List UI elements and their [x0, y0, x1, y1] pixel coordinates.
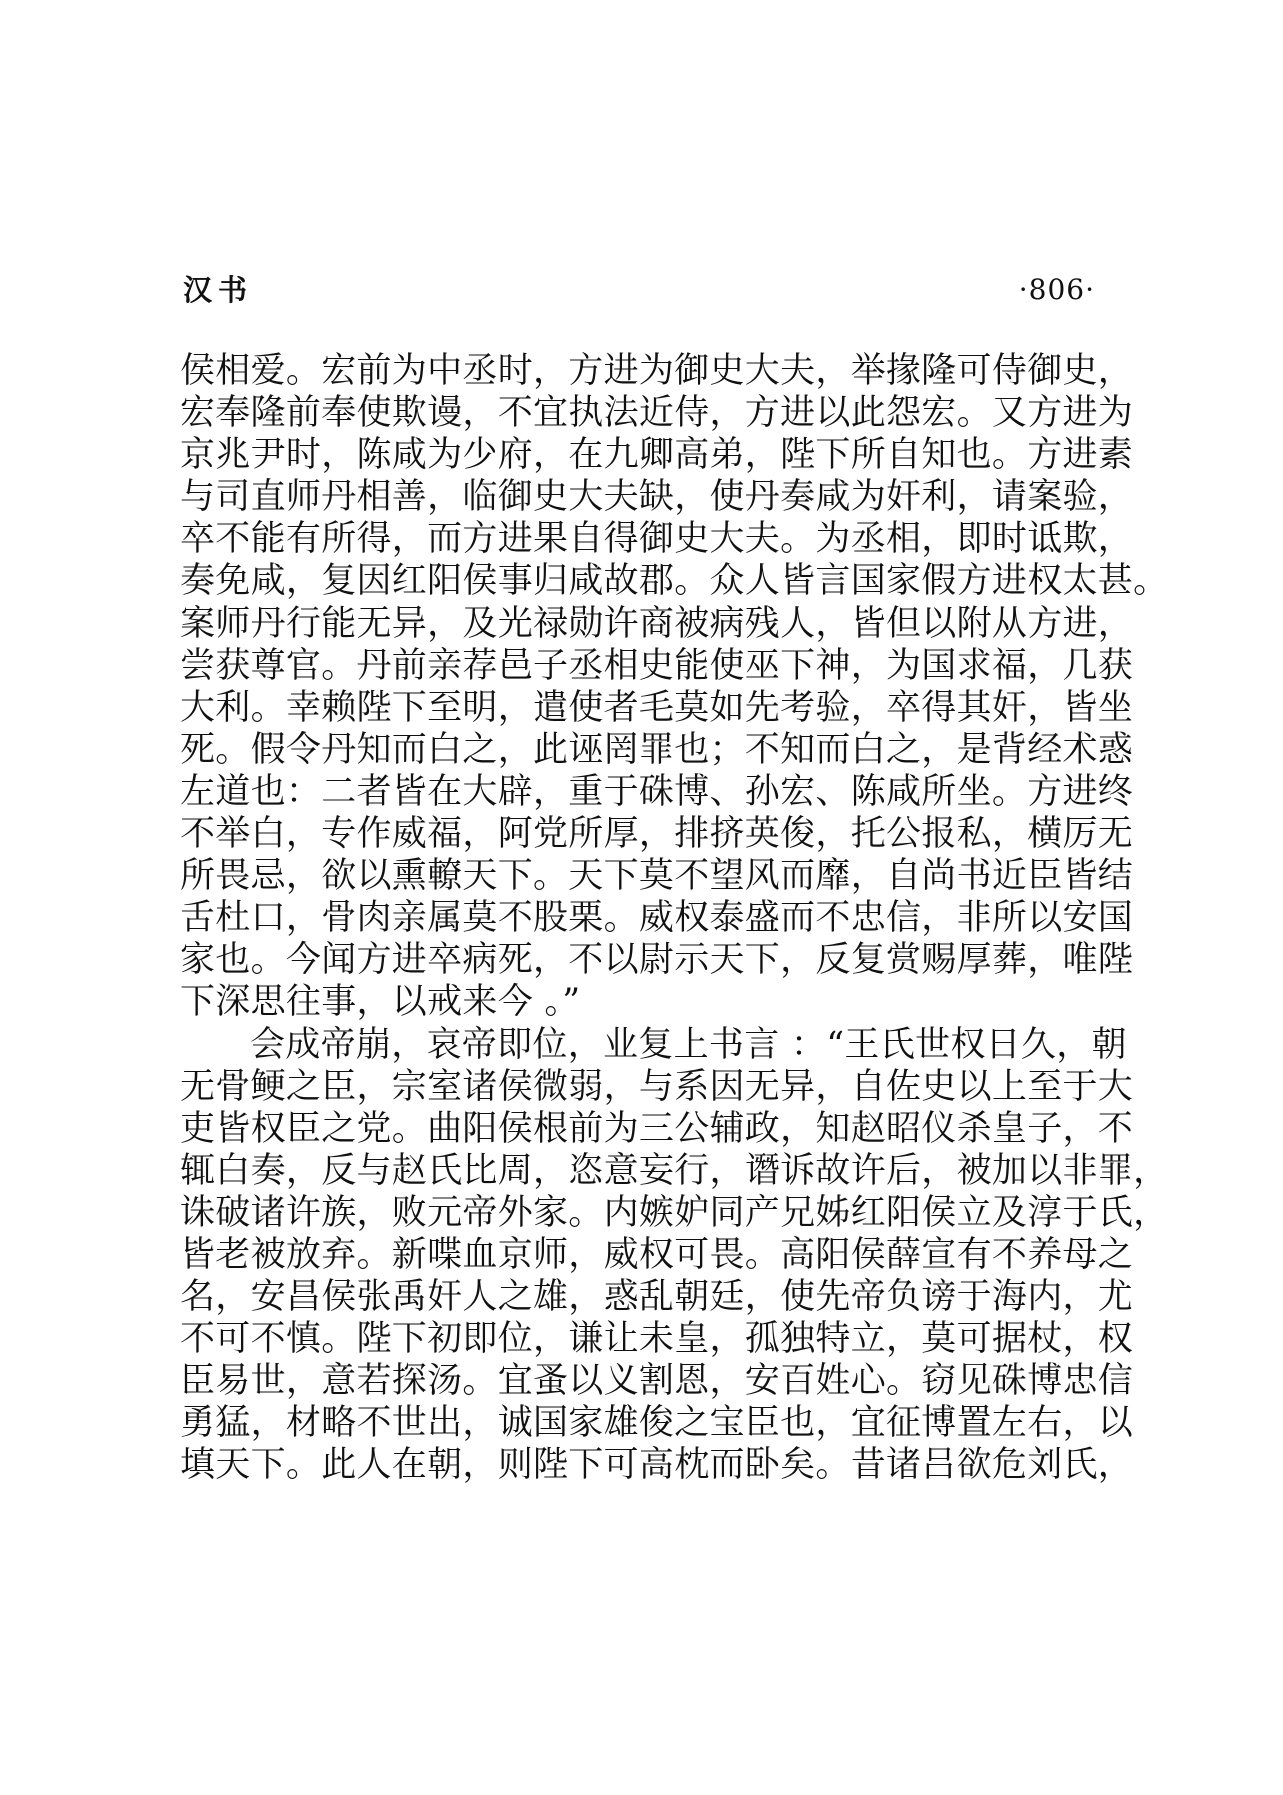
page-number: ·806· [1018, 273, 1095, 306]
text-line: 所畏忌，欲以熏轑天下。天下莫不望风而靡，自尚书近臣皆结 [180, 856, 1134, 897]
paragraph-start-line: 会成帝崩，哀帝即位，业复上书言 ：“王氏世权日久，朝 [250, 1024, 1127, 1065]
text-line: 舌杜口，骨肉亲属莫不股栗。威权泰盛而不忠信，非所以安国 [180, 898, 1134, 939]
body-text [180, 350, 1169, 1487]
text-line: 吏皆权臣之党。曲阳侯根前为三公辅政，知赵昭仪杀皇子，不 [180, 1108, 1134, 1149]
text-line: 不举白，专作威福，阿党所厚，排挤英俊，托公报私，横厉无 [180, 814, 1134, 855]
text-line: 左道也：二者皆在大辟，重于硃博、孙宏、陈咸所坐。方进终 [180, 771, 1134, 812]
text-line: 大利。幸赖陛下至明，遣使者毛莫如先考验，卒得其奸，皆坐 [180, 687, 1134, 728]
text-line: 奏免咸，复因红阳侯事归咸故郡。众人皆言国家假方进权太甚。 [180, 561, 1169, 602]
text-line: 京兆尹时，陈咸为少府，在九卿高弟，陛下所自知也。方进素 [180, 435, 1134, 476]
text-line: 与司直师丹相善，临御史大夫缺，使丹奏咸为奸利，请案验， [180, 477, 1134, 518]
text-line: 皆老被放弃。新喋血京师，威权可畏。高阳侯薛宣有不养母之 [180, 1234, 1134, 1275]
text-line: 诛破诸许族，败元帝外家。内嫉妒同产兄姊红阳侯立及淳于氏， [180, 1192, 1169, 1233]
text-line: 尝获尊官。丹前亲荐邑子丞相史能使巫下神，为国求福，几获 [180, 645, 1134, 686]
text-line: 宏奉隆前奉使欺谩，不宜执法近侍，方进以此怨宏。又方进为 [180, 393, 1134, 434]
book-title: 汉书 [183, 273, 254, 307]
text-line: 无骨鲠之臣，宗室诸侯微弱，与系因无异，自佐史以上至于大 [180, 1066, 1134, 1107]
text-line: 死。假令丹知而白之，此诬罔罪也；不知而白之，是背经术惑 [180, 729, 1134, 770]
text-line: 不可不慎。陛下初即位，谦让未皇，孤独特立，莫可据杖，权 [180, 1319, 1134, 1360]
text-line: 辄白奏，反与赵氏比周，恣意妄行，谮诉故许后，被加以非罪， [180, 1150, 1169, 1191]
text-line: 家也。今闻方进卒病死，不以尉示天下，反复赏赐厚葬，唯陛 [180, 940, 1134, 981]
text-line: 侯相爱。宏前为中丞时，方进为御史大夫，举掾隆可侍御史， [180, 351, 1134, 391]
text-line: 下深思往事，以戒来今 。” [180, 982, 581, 1023]
text-line: 臣易世，意若探汤。宜蚤以义割恩，安百姓心。窃见硃博忠信 [180, 1361, 1134, 1402]
text-line: 名，安昌侯张禹奸人之雄，惑乱朝廷，使先帝负谤于海内，尤 [180, 1277, 1134, 1318]
text-line: 案师丹行能无异，及光禄勋许商被病残人，皆但以附从方进， [180, 603, 1134, 644]
text-line: 卒不能有所得，而方进果自得御史大夫。为丞相，即时诋欺， [180, 519, 1134, 560]
running-header [183, 270, 1095, 310]
text-line: 勇猛，材略不世出，诚国家雄俊之宝臣也，宜征博置左右，以 [180, 1403, 1134, 1444]
text-line: 填天下。此人在朝，则陛下可高枕而卧矣。昔诸吕欲危刘氏， [180, 1445, 1134, 1486]
